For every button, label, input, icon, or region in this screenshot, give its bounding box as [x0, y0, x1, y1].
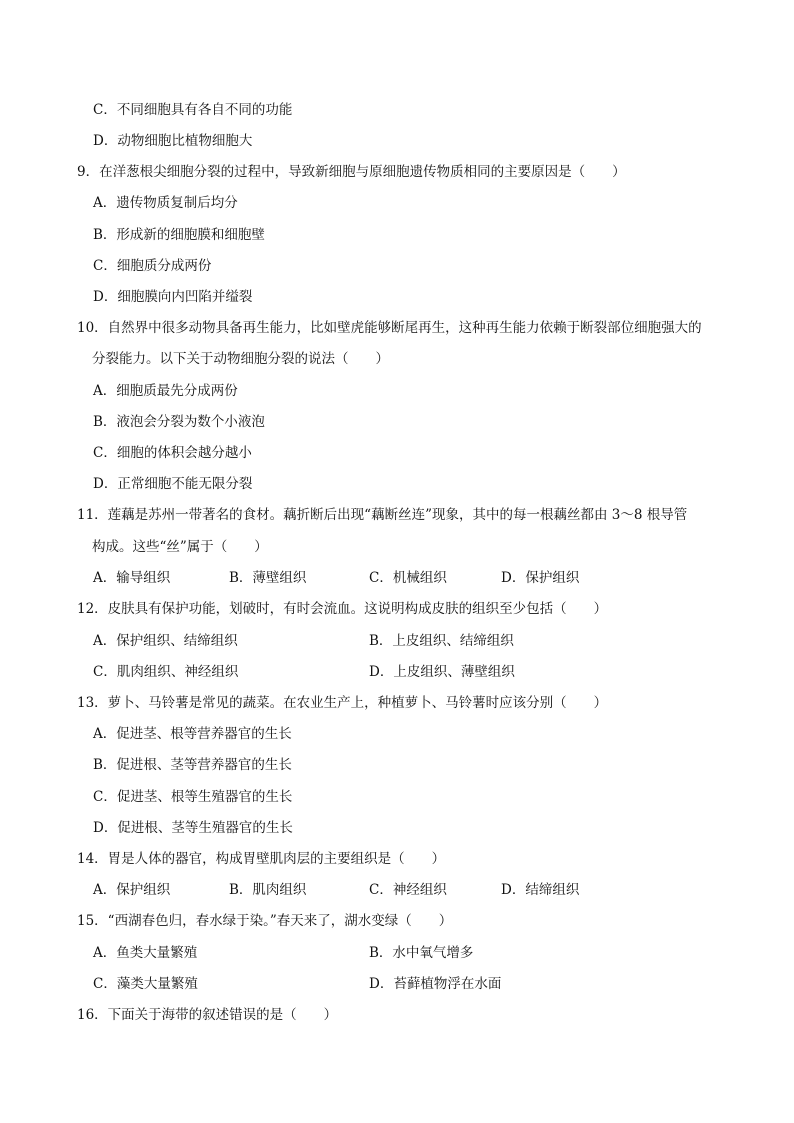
q13-stem: 13．萝卜、马铃薯是常见的蔬菜。在农业生产上，种植萝卜、马铃薯时应该分别（ ） [77, 695, 608, 711]
q14-stem: 14．胃是人体的器官，构成胃壁肌肉层的主要组织是（ ） [77, 851, 446, 867]
q14-option-c: C．神经组织 [369, 882, 447, 898]
q11-option-c: C．机械组织 [369, 570, 447, 586]
q8-option-d: D．动物细胞比植物细胞大 [93, 133, 253, 149]
q10-option-b: B．液泡会分裂为数个小液泡 [93, 414, 265, 430]
q12-option-d: D．上皮组织、薄壁组织 [369, 664, 515, 680]
q11-stem-continued: 构成。这些“丝”属于（ ） [92, 539, 268, 555]
q13-option-a: A．促进茎、根等营养器官的生长 [93, 726, 292, 742]
q15-stem: 15．“西湖春色归，春水绿于染。”春天来了，湖水变绿（ ） [77, 913, 453, 929]
q16-stem: 16．下面关于海带的叙述错误的是（ ） [77, 1007, 338, 1023]
q14-option-a: A．保护组织 [93, 882, 171, 898]
q15-option-b: B．水中氧气增多 [369, 945, 474, 961]
q10-stem: 10．自然界中很多动物具备再生能力，比如壁虎能够断尾再生，这种再生能力依赖于断裂部位细胞强大的 [77, 320, 702, 336]
q13-option-c: C．促进茎、根等生殖器官的生长 [93, 789, 293, 805]
q9-option-b: B．形成新的细胞膜和细胞壁 [93, 227, 265, 243]
q14-option-d: D．结缔组织 [501, 882, 580, 898]
q15-option-c: C．藻类大量繁殖 [93, 976, 198, 992]
q12-option-b: B．上皮组织、结缔组织 [369, 633, 514, 649]
q9-option-a: A．遗传物质复制后均分 [93, 195, 238, 211]
q14-option-b: B．肌肉组织 [229, 882, 307, 898]
q8-option-c: C．不同细胞具有各自不同的功能 [93, 102, 293, 118]
q11-option-b: B．薄壁组织 [229, 570, 307, 586]
q15-option-d: D．苔藓植物浮在水面 [369, 976, 502, 992]
q10-stem-continued: 分裂能力。以下关于动物细胞分裂的说法（ ） [92, 351, 389, 367]
q10-option-d: D．正常细胞不能无限分裂 [93, 476, 253, 492]
q15-option-a: A．鱼类大量繁殖 [93, 945, 198, 961]
q13-option-b: B．促进根、茎等营养器官的生长 [93, 757, 292, 773]
q9-option-c: C．细胞质分成两份 [93, 258, 212, 274]
q11-stem: 11．莲藕是苏州一带著名的食材。藕折断后出现“藕断丝连”现象，其中的每一根藕丝都由 3～8 根导管 [77, 507, 688, 523]
q10-option-a: A．细胞质最先分成两份 [93, 383, 238, 399]
q12-option-c: C．肌肉组织、神经组织 [93, 664, 239, 680]
q9-stem: 9．在洋葱根尖细胞分裂的过程中，导致新细胞与原细胞遗传物质相同的主要原因是（ ） [77, 164, 626, 180]
q12-option-a: A．保护组织、结缔组织 [93, 633, 238, 649]
q13-option-d: D．促进根、茎等生殖器官的生长 [93, 820, 293, 836]
q10-option-c: C．细胞的体积会越分越小 [93, 445, 252, 461]
q12-stem: 12．皮肤具有保护功能，划破时，有时会流血。这说明构成皮肤的组织至少包括（ ） [77, 601, 608, 617]
q11-option-d: D．保护组织 [501, 570, 580, 586]
q11-option-a: A．输导组织 [93, 570, 171, 586]
q9-option-d: D．细胞膜向内凹陷并缢裂 [93, 289, 253, 305]
